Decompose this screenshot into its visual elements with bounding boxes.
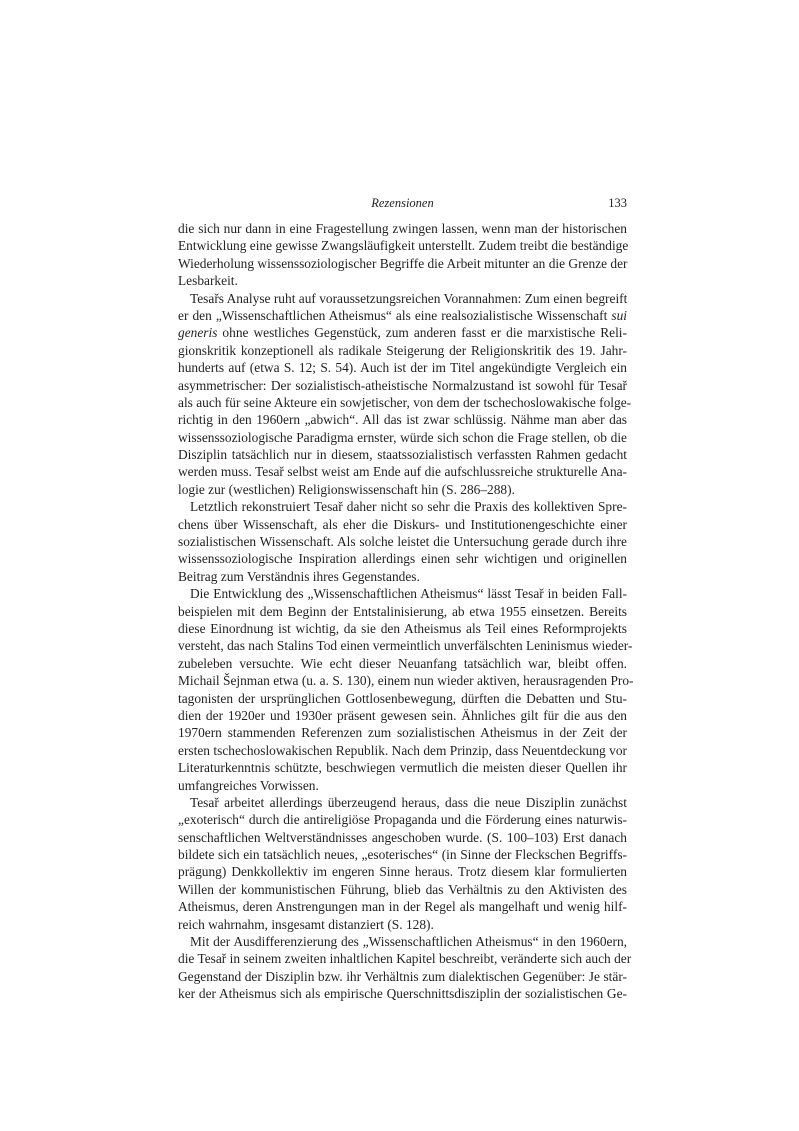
text-line: Die Entwicklung des „Wissenschaftlichen Atheismus“ lässt Tesař in beiden Fall-: [190, 586, 627, 602]
text-line: Disziplin tatsächlich nur in diesem, staatssozialistisch verfassten Rahmen gedacht: [178, 447, 627, 463]
text-line: dien der 1920er und 1930er präsent gewesen sein. Ähnliches gilt für die aus den: [178, 707, 627, 723]
text-line: Gegenstand der Disziplin bzw. ihr Verhältnis zum dialektischen Gegenüber: Je stär-: [178, 968, 627, 984]
paragraph: [178, 290, 632, 499]
text-line: Tesařs Analyse ruht auf voraussetzungsreichen Vorannahmen: Zum einen begreift: [190, 290, 628, 306]
text-line: gionskritik konzeptionell als radikale Steigerung der Religionskritik des 19. Jahr-: [178, 342, 627, 358]
paragraph: [178, 498, 627, 585]
paragraph: [178, 794, 627, 933]
text-line: senschaftlichen Weltverständnisses angeschoben wurde. (S. 100–103) Erst danach: [178, 829, 627, 845]
text-line: Atheismus, deren Anstrengungen man in der Regel als mangelhaft und wenig hilf-: [178, 899, 627, 915]
text-line: zubeleben versuchte. Wie echt dieser Neuanfang tatsächlich war, bleibt offen.: [178, 655, 627, 671]
text-line: logie zur (westlichen) Religionswissenschaft hin (S. 286–288).: [178, 481, 515, 497]
text-segment: ohne westliches Gegenstück, zum anderen fasst er die marxistische Reli-: [217, 325, 627, 341]
article-body: [178, 220, 634, 1003]
text-line: diese Einordnung ist wichtig, da sie den Atheismus als Teil eines Reformprojekts: [178, 620, 627, 636]
text-line: ersten tschechoslowakischen Republik. Nach dem Prinzip, dass Neuentdeckung vor: [178, 742, 627, 758]
text-line: Michail Šejnman etwa (u. a. S. 130), einem nun wieder aktiven, herausragenden Pro-: [178, 673, 634, 689]
text-line: versteht, das nach Stalins Tod einen vermeintlich unverfälschten Leninismus wieder-: [178, 638, 633, 654]
text-line: hunderts auf (etwa S. 12; S. 54). Auch ist der im Titel angekündigte Vergleich ein: [178, 360, 627, 376]
text-line: asymmetrischer: Der sozialistisch-atheistische Normalzustand ist sowohl für Tesař: [178, 377, 627, 393]
text-line: sozialistischen Wissenschaft. Als solche leistet die Untersuchung gerade durch ihre: [178, 534, 627, 550]
text-line: bildete sich ein tatsächlich neues, „esoterisches“ (in Sinne der Fleckschen Begriffs-: [178, 847, 627, 863]
text-line: die sich nur dann in eine Fragestellung zwingen lassen, wenn man der historischen: [178, 221, 627, 236]
text-line: beispielen mit dem Beginn der Entstalinisierung, ab etwa 1955 einsetzen. Bereits: [178, 603, 627, 619]
text-line: chens über Wissenschaft, als eher die Diskurs- und Institutionengeschichte einer: [178, 516, 627, 532]
text-line: werden muss. Tesař selbst weist am Ende auf die aufschlussreiche strukturelle Ana-: [178, 464, 627, 480]
paragraph: [178, 933, 632, 1003]
text-line: wissenssoziologische Inspiration allerdings einen sehr wichtigen und originellen: [178, 551, 627, 567]
text-line: wissenssoziologische Paradigma ernster, würde sich schon die Frage stellen, ob die: [178, 429, 627, 445]
text-line: tagonisten der ursprünglichen Gottlosenbewegung, dürften die Debatten und Stu-: [178, 690, 627, 706]
text-line: Wiederholung wissenssoziologischer Begriffe die Arbeit mitunter an die Grenze der: [178, 255, 628, 271]
text-line: Willen der kommunistischen Führung, blieb das Verhältnis zu den Aktivisten des: [178, 881, 627, 897]
running-title: Rezensionen: [371, 196, 434, 210]
text-line: Entwicklung eine gewisse Zwangsläufigkeit unterstellt. Zudem treibt die beständige: [178, 238, 629, 254]
text-line: [178, 324, 627, 341]
paragraph: [178, 585, 634, 794]
text-line: die Tesař in seinem zweiten inhaltlichen Kapitel beschreibt, veränderte sich auch der: [178, 951, 632, 967]
text-line: Beitrag zum Verständnis ihres Gegenstandes.: [178, 568, 420, 584]
text-line: Tesař arbeitet allerdings überzeugend heraus, dass die neue Disziplin zunächst: [190, 794, 627, 810]
text-line: als auch für seine Akteure ein sowjetischer, von dem der tschechoslowakische folge-: [178, 394, 632, 410]
text-line: Literaturkenntnis schützte, beschwiegen vermutlich die meisten dieser Quellen ihr: [178, 760, 627, 776]
text-line: prägung) Denkkollektiv im engeren Sinne heraus. Trotz diesem klar formulierten: [178, 864, 627, 880]
text-line: richtig in den 1960ern „abwich“. All das ist zwar schlüssig. Nähme man aber das: [178, 412, 627, 428]
text-line: „exoterisch“ durch die antireligiöse Propaganda und die Förderung eines naturwis-: [178, 812, 627, 828]
text-segment: er den „Wissenschaftlichen Atheismus“ als eine realsozialistische Wissenschaft: [178, 307, 612, 323]
text-line: [178, 307, 627, 324]
text-line: Letztlich rekonstruiert Tesař daher nicht so sehr die Praxis des kollektiven Spre-: [190, 499, 627, 515]
text-line: Lesbarkeit.: [178, 273, 238, 289]
page-number: 133: [608, 196, 627, 210]
running-head: [178, 196, 627, 214]
text-line: 1970ern stammenden Referenzen zum sozialistischen Atheismus in der Zeit der: [178, 725, 627, 741]
text-line: reich wahrnahm, insgesamt distanziert (S. 128).: [178, 916, 434, 932]
paragraph: [178, 220, 627, 290]
text-line: ker der Atheismus sich als empirische Querschnittsdisziplin der sozialistischen Ge-: [178, 986, 627, 1002]
italic-term: sui: [611, 307, 627, 323]
text-line: umfangreiches Vorwissen.: [178, 777, 319, 793]
text-line: Mit der Ausdifferenzierung des „Wissenschaftlichen Atheismus“ in den 1960ern,: [190, 934, 627, 950]
italic-term: generis: [178, 325, 218, 341]
